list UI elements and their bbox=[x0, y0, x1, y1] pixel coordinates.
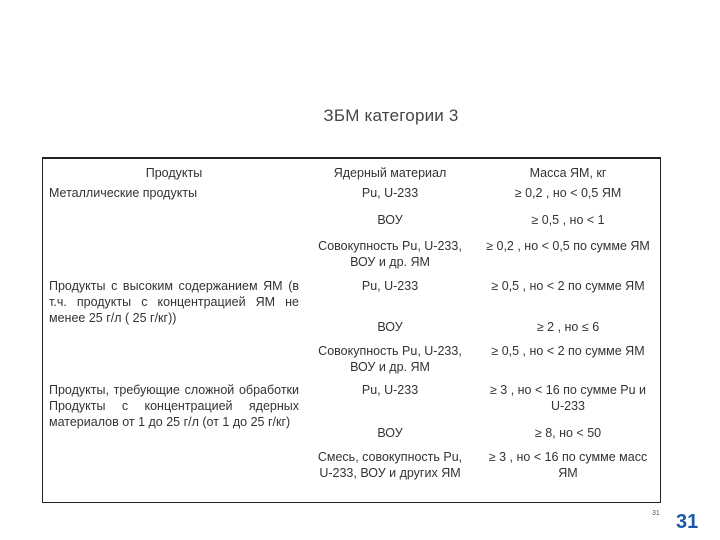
header-products: Продукты bbox=[145, 166, 203, 180]
material-cell: ВОУ bbox=[377, 213, 403, 227]
product-complex-processing: Продукты, требующие сложной обработки Продукты с концентрацией ядерных материалов от 1 до 25 г/л (от 1 до 25 г/кг) bbox=[49, 383, 299, 429]
page-number-small: 31 bbox=[652, 510, 660, 517]
mass-cell: ≥ 3 , но < 16 по сумме Pu и U-233 bbox=[489, 383, 647, 413]
material-cell: Смесь, совокупность Pu, U-233, ВОУ и других ЯМ bbox=[317, 450, 463, 480]
mass-cell: ≥ 2 , но ≤ 6 bbox=[536, 320, 600, 334]
mass-cell: ≥ 0,2 , но < 0,5 ЯМ bbox=[514, 186, 622, 200]
mass-cell: ≥ 0,5 , но < 2 по сумме ЯМ bbox=[491, 344, 645, 358]
material-cell: ВОУ bbox=[377, 426, 403, 440]
material-cell: Pu, U-233 bbox=[361, 186, 419, 200]
mass-cell: ≥ 3 , но < 16 по сумме масс ЯМ bbox=[488, 450, 648, 480]
material-cell: ВОУ bbox=[377, 320, 403, 334]
product-high-content: Продукты с высоким содержанием ЯМ (в т.ч. продукты с концентрацией ЯМ не менее 25 г/л ( 25 г/кг)) bbox=[49, 279, 299, 325]
mass-cell: ≥ 8, но < 50 bbox=[534, 426, 602, 440]
mass-cell: ≥ 0,2 , но < 0,5 по сумме ЯМ bbox=[486, 239, 650, 253]
material-cell: Совокупность Pu, U-233, ВОУ и др. ЯМ bbox=[318, 239, 462, 269]
mass-cell: ≥ 0,5 , но < 1 bbox=[531, 213, 605, 227]
page-number: 31 bbox=[676, 511, 699, 533]
material-cell: Pu, U-233 bbox=[361, 383, 419, 397]
product-metallic: Металлические продукты bbox=[49, 186, 198, 200]
header-mass: Масса ЯМ, кг bbox=[529, 166, 607, 180]
mass-cell: ≥ 0,5 , но < 2 по сумме ЯМ bbox=[491, 279, 645, 293]
slide-title: ЗБМ категории 3 bbox=[323, 106, 459, 125]
header-material: Ядерный материал bbox=[333, 166, 447, 180]
material-cell: Совокупность Pu, U-233, ВОУ и др. ЯМ bbox=[318, 344, 462, 374]
category-table bbox=[42, 157, 661, 503]
material-cell: Pu, U-233 bbox=[361, 279, 419, 293]
